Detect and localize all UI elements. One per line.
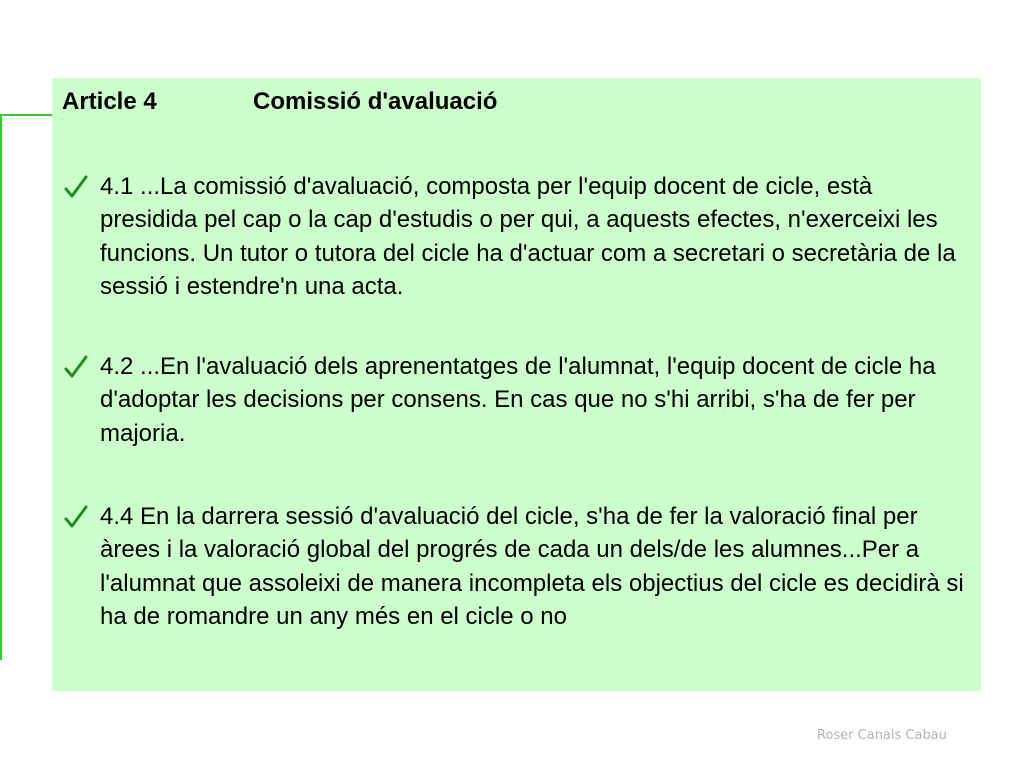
list-item-text: 4.1 ...La comissió d'avaluació, composta per l'equip docent de cicle, està presidida pel cap o la cap d'estudis o per qui, a aquests efectes, n'exerceixi les funcions. Un tutor o tutora del cicle ha d'actuar com a secretari o secretària de la sessió i estendre'n una acta.: [100, 173, 956, 300]
decorative-line-horizontal: [0, 114, 52, 116]
list-item: [62, 350, 974, 450]
decorative-line-vertical: [0, 114, 2, 660]
article-number: Article 4: [62, 88, 157, 115]
author-footer: Roser Canals Cabau: [817, 728, 947, 743]
list-item: [62, 170, 974, 303]
content-panel: [52, 78, 981, 691]
list-item: [62, 500, 974, 633]
list-item-text: 4.4 En la darrera sessió d'avaluació del cicle, s'ha de fer la valoració final per àrees i la valoració global del progrés de cada un dels/de les alumnes...Per a l'alumnat que assoleixi de manera incompleta els objectius del cicle es decidirà si ha de romandre un any més en el cicle o no: [100, 503, 964, 630]
checkmark-icon: [62, 170, 92, 203]
checkmark-icon: [62, 350, 92, 383]
article-title: Comissió d'avaluació: [253, 88, 498, 115]
article-heading: [62, 88, 497, 116]
list-item-text: 4.2 ...En l'avaluació dels aprenentatges de l'alumnat, l'equip docent de cicle ha d'adoptar les decisions per consens. En cas que no s'hi arribi, s'ha de fer per majoria.: [100, 353, 936, 447]
checkmark-icon: [62, 500, 92, 533]
